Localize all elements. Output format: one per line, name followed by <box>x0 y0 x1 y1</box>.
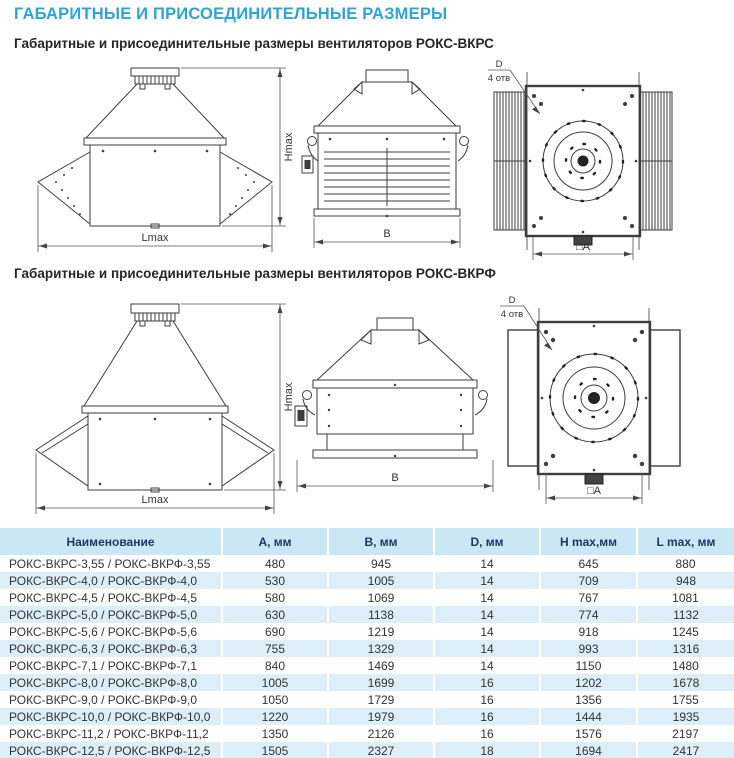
model-name-cell: РОКС-ВКРС-9,0 / РОКС-ВКРФ-9,0 <box>0 691 222 708</box>
dimension-value-cell: 1081 <box>637 589 734 606</box>
dimension-value-cell: 1444 <box>540 708 637 725</box>
column-header-hmax: Н max,мм <box>540 528 637 555</box>
model-name-cell: РОКС-ВКРС-12,5 / РОКС-ВКРФ-12,5 <box>0 742 222 758</box>
section-title-vkrf: Габаритные и присоединительные размеры вентиляторов РОКС-ВКРФ <box>14 266 496 281</box>
dimension-value-cell: 840 <box>222 657 328 674</box>
dimension-value-cell: 1150 <box>540 657 637 674</box>
dimension-value-cell: 1220 <box>222 708 328 725</box>
dimension-value-cell: 1329 <box>328 640 434 657</box>
b-dimension-label: B <box>383 228 391 240</box>
dimension-value-cell: 14 <box>434 555 540 572</box>
dimension-value-cell: 14 <box>434 606 540 623</box>
dimension-value-cell: 1469 <box>328 657 434 674</box>
dimension-value-cell: 16 <box>434 708 540 725</box>
dimension-value-cell: 1699 <box>328 674 434 691</box>
lmax-dimension-label: Lmax <box>141 494 169 506</box>
table-header-row <box>0 528 734 555</box>
motor-box <box>305 160 311 169</box>
dimension-value-cell: 1576 <box>540 725 637 742</box>
dimension-value-cell: 2327 <box>328 742 434 758</box>
model-name-cell: РОКС-ВКРС-3,55 / РОКС-ВКРФ-3,55 <box>0 555 222 572</box>
page-title: ГАБАРИТНЫЕ И ПРИСОЕДИНИТЕЛЬНЫЕ РАЗМЕРЫ <box>14 5 448 23</box>
dimension-value-cell: 1005 <box>222 674 328 691</box>
vkrf-front-view-drawing <box>10 288 300 522</box>
holes-count-label: 4 отв <box>500 309 524 320</box>
table-row <box>0 742 734 758</box>
dimension-value-cell: 1729 <box>328 691 434 708</box>
hmax-dimension-label: Hmax <box>283 132 295 162</box>
dimension-arrows <box>37 305 283 511</box>
dimension-value-cell: 1480 <box>637 657 734 674</box>
table-row <box>0 708 734 725</box>
dimension-arrows <box>39 69 283 249</box>
model-name-cell: РОКС-ВКРС-5,0 / РОКС-ВКРФ-5,0 <box>0 606 222 623</box>
holes-count-label: 4 отв <box>487 73 511 84</box>
panel-rivets <box>328 384 462 457</box>
dimension-value-cell: 918 <box>540 623 637 640</box>
column-header-b: В, мм <box>328 528 434 555</box>
dimension-value-cell: 1316 <box>637 640 734 657</box>
dimension-value-cell: 480 <box>222 555 328 572</box>
dimension-value-cell: 1202 <box>540 674 637 691</box>
dimension-value-cell: 1755 <box>637 691 734 708</box>
dimension-lines <box>36 304 286 514</box>
dimension-value-cell: 767 <box>540 589 637 606</box>
a-dimension-label: □A <box>576 241 590 253</box>
d-dimension-label: D <box>508 295 516 306</box>
table-row <box>0 555 734 572</box>
column-header-lmax: L max, мм <box>637 528 734 555</box>
dimension-value-cell: 530 <box>222 572 328 589</box>
vkrs-side-view-drawing <box>300 56 478 262</box>
dimension-value-cell: 1245 <box>637 623 734 640</box>
table-row <box>0 674 734 691</box>
fan-plate <box>526 72 640 250</box>
dimension-value-cell: 14 <box>434 623 540 640</box>
dimension-value-cell: 1356 <box>540 691 637 708</box>
dimension-value-cell: 1678 <box>637 674 734 691</box>
dimension-value-cell: 774 <box>540 606 637 623</box>
dimension-value-cell: 16 <box>434 691 540 708</box>
fan-plate <box>538 308 650 490</box>
lmax-dimension-label: Lmax <box>141 232 169 244</box>
dimension-value-cell: 14 <box>434 572 540 589</box>
dimension-value-cell: 948 <box>637 572 734 589</box>
dimension-value-cell: 1350 <box>222 725 328 742</box>
panel-rivets <box>99 418 212 486</box>
model-name-cell: РОКС-ВКРС-4,0 / РОКС-ВКРФ-4,0 <box>0 572 222 589</box>
model-name-cell: РОКС-ВКРС-4,5 / РОКС-ВКРФ-4,5 <box>0 589 222 606</box>
dimension-value-cell: 690 <box>222 623 328 640</box>
vkrs-front-view-drawing <box>10 56 300 262</box>
dimension-value-cell: 2417 <box>637 742 734 758</box>
dimension-value-cell: 880 <box>637 555 734 572</box>
d-dimension-label: D <box>495 59 503 70</box>
model-name-cell: РОКС-ВКРС-10,0 / РОКС-ВКРФ-10,0 <box>0 708 222 725</box>
dimension-value-cell: 1050 <box>222 691 328 708</box>
dimension-value-cell: 14 <box>434 589 540 606</box>
dimension-value-cell: 1935 <box>637 708 734 725</box>
dimension-value-cell: 1069 <box>328 589 434 606</box>
panel-rivets <box>55 150 255 215</box>
model-name-cell: РОКС-ВКРС-7,1 / РОКС-ВКРФ-7,1 <box>0 657 222 674</box>
dimension-value-cell: 755 <box>222 640 328 657</box>
section-title-vkrs: Габаритные и присоединительные размеры вентиляторов РОКС-ВКРС <box>14 36 494 51</box>
dimension-value-cell: 1138 <box>328 606 434 623</box>
dimension-value-cell: 630 <box>222 606 328 623</box>
dimension-value-cell: 945 <box>328 555 434 572</box>
dimension-value-cell: 580 <box>222 589 328 606</box>
vkrs-top-view-drawing <box>468 56 732 264</box>
dimension-value-cell: 1219 <box>328 623 434 640</box>
dimension-value-cell: 1505 <box>222 742 328 758</box>
hmax-dimension-label: Hmax <box>283 382 295 412</box>
dimension-value-cell: 14 <box>434 657 540 674</box>
dimension-value-cell: 16 <box>434 725 540 742</box>
dimension-value-cell: 18 <box>434 742 540 758</box>
column-header-name: Наименование <box>0 528 222 555</box>
motor-box <box>298 410 305 421</box>
table-row <box>0 572 734 589</box>
table-row <box>0 589 734 606</box>
dimension-value-cell: 2197 <box>637 725 734 742</box>
fan-outline <box>38 68 272 228</box>
fan-outline <box>36 304 274 492</box>
dimensions-table-body <box>0 555 734 758</box>
dimension-value-cell: 2126 <box>328 725 434 742</box>
vkrf-top-view-drawing <box>468 292 734 520</box>
table-row <box>0 623 734 640</box>
dimension-value-cell: 14 <box>434 640 540 657</box>
table-row <box>0 606 734 623</box>
column-header-d: D, мм <box>434 528 540 555</box>
column-header-a: А, мм <box>222 528 328 555</box>
a-dimension-label: □A <box>587 485 601 497</box>
table-row <box>0 691 734 708</box>
dimension-value-cell: 16 <box>434 674 540 691</box>
dimension-value-cell: 1005 <box>328 572 434 589</box>
dimension-value-cell: 1132 <box>637 606 734 623</box>
dimension-value-cell: 1979 <box>328 708 434 725</box>
fan-outline <box>295 318 488 458</box>
dimension-value-cell: 645 <box>540 555 637 572</box>
dimensions-table <box>0 528 734 758</box>
model-name-cell: РОКС-ВКРС-11,2 / РОКС-ВКРФ-11,2 <box>0 725 222 742</box>
model-name-cell: РОКС-ВКРС-8,0 / РОКС-ВКРФ-8,0 <box>0 674 222 691</box>
fan-outline <box>302 70 469 216</box>
dimension-value-cell: 1694 <box>540 742 637 758</box>
table-row <box>0 725 734 742</box>
model-name-cell: РОКС-ВКРС-5,6 / РОКС-ВКРФ-5,6 <box>0 623 222 640</box>
b-dimension-label: B <box>391 472 399 484</box>
dimension-value-cell: 993 <box>540 640 637 657</box>
table-row <box>0 657 734 674</box>
table-row <box>0 640 734 657</box>
dimension-value-cell: 709 <box>540 572 637 589</box>
model-name-cell: РОКС-ВКРС-6,3 / РОКС-ВКРФ-6,3 <box>0 640 222 657</box>
